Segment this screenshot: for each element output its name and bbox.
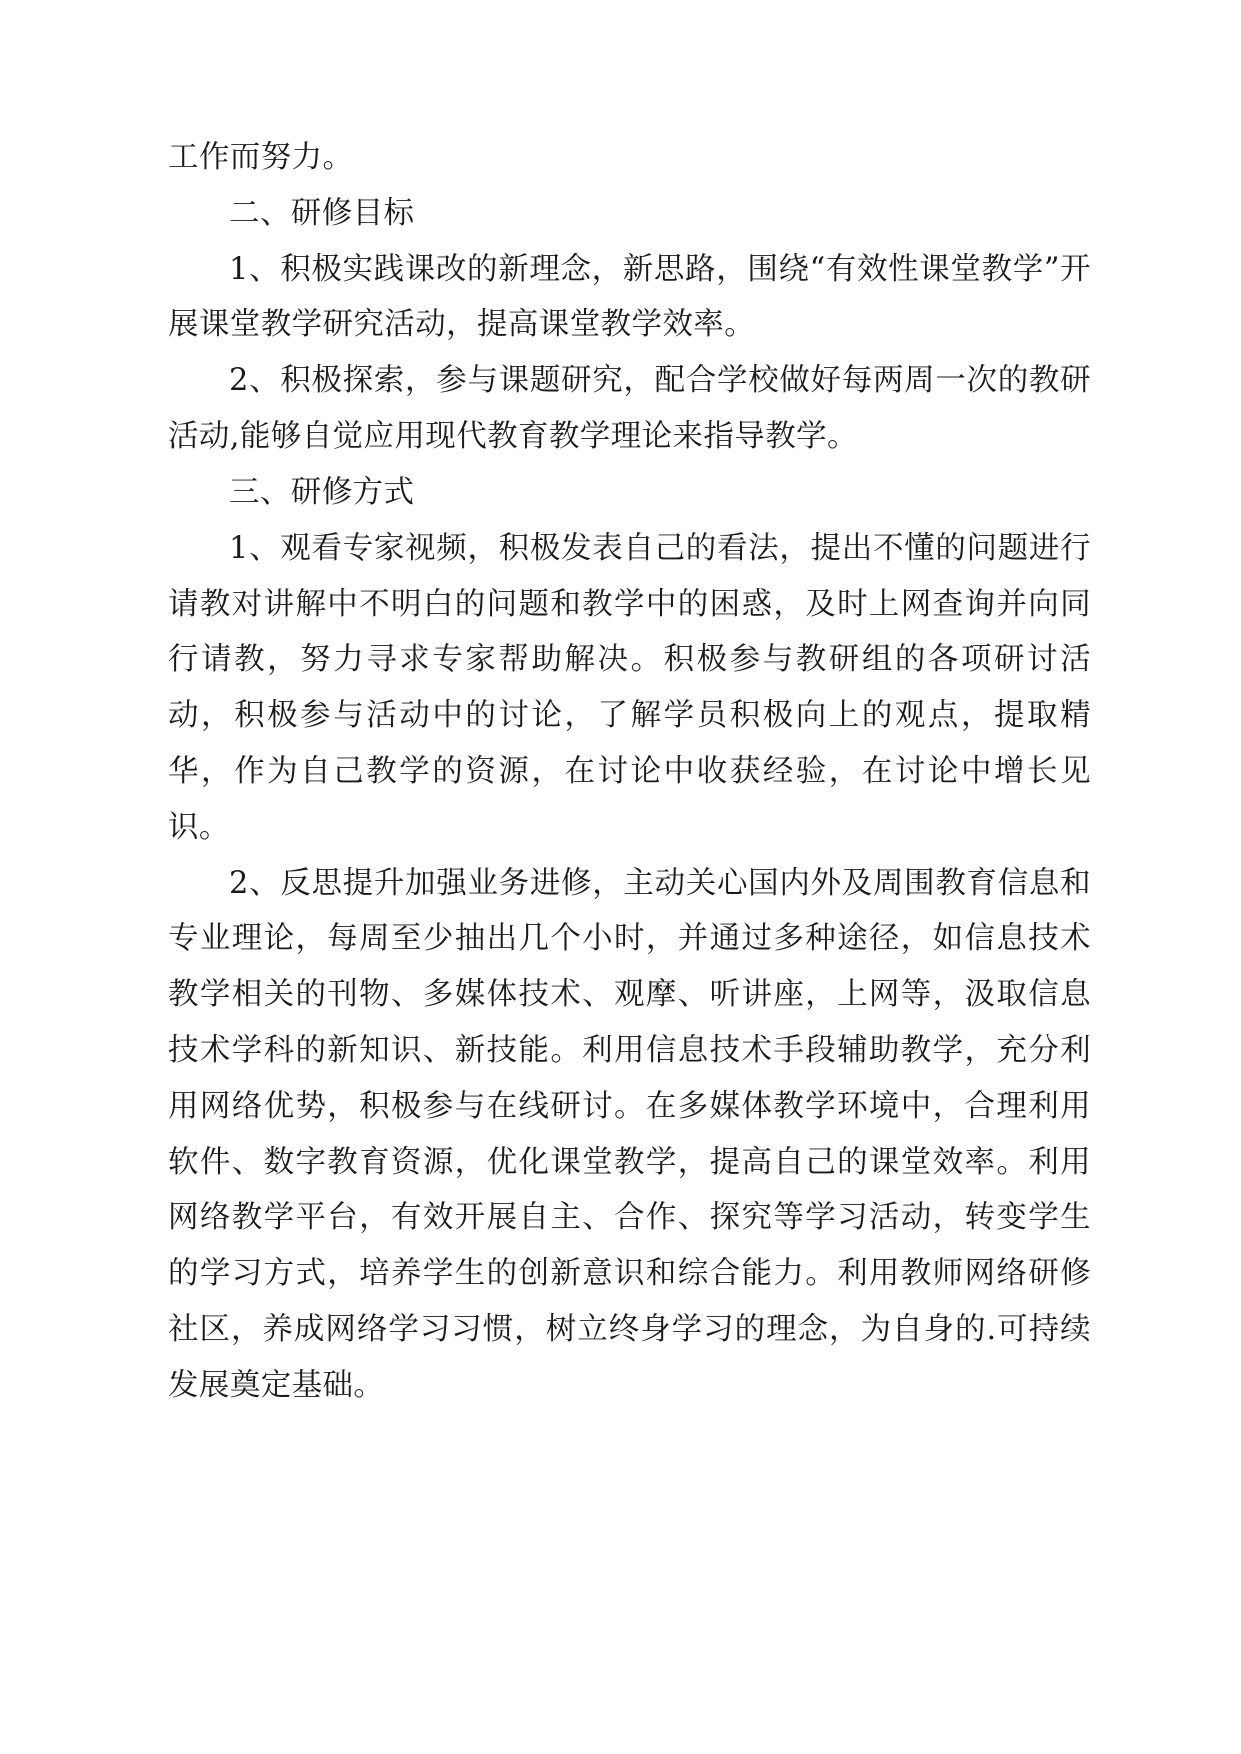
document-body	[168, 130, 1091, 1414]
paragraph-goal-1: 1、积极实践课改的新理念，新思路，围绕“有效性课堂教学”开展课堂教学研究活动，提高课堂教学效率。	[168, 251, 1091, 343]
paragraph-goal-2: 2、积极探索，参与课题研究，配合学校做好每两周一次的教研活动,能够自觉应用现代教育教学理论来指导教学。	[168, 363, 1091, 455]
section-heading-two: 二、研修目标	[229, 195, 415, 231]
paragraph-method-1: 1、观看专家视频，积极发表自己的看法，提出不懂的问题进行请教对讲解中不明白的问题和教学中的困惑，及时上网查询并向同行请教，努力寻求专家帮助解决。积极参与教研组的各项研讨活动，积极参与活动中的讨论，了解学员积极向上的观点，提取精华，作为自己教学的资源，在讨论中收获经验，在讨论中增长见识。	[168, 530, 1091, 845]
paragraph-method-2: 2、反思提升加强业务进修，主动关心国内外及周围教育信息和专业理论，每周至少抽出几个小时，并通过多种途径，如信息技术教学相关的刊物、多媒体技术、观摩、听讲座，上网等，汲取信息技术学科的新知识、新技能。利用信息技术手段辅助教学，充分利用网络优势，积极参与在线研讨。在多媒体教学环境中，合理利用软件、数字教育资源，优化课堂教学，提高自己的课堂效率。利用网络教学平台，有效开展自主、合作、探究等学习活动，转变学生的学习方式，培养学生的创新意识和综合能力。利用教师网络研修社区，养成网络学习习惯，树立终身学习的理念，为自身的.可持续发展奠定基础。	[168, 865, 1091, 1403]
section-heading-three: 三、研修方式	[229, 474, 415, 510]
paragraph-continuation: 工作而努力。	[168, 140, 354, 175]
